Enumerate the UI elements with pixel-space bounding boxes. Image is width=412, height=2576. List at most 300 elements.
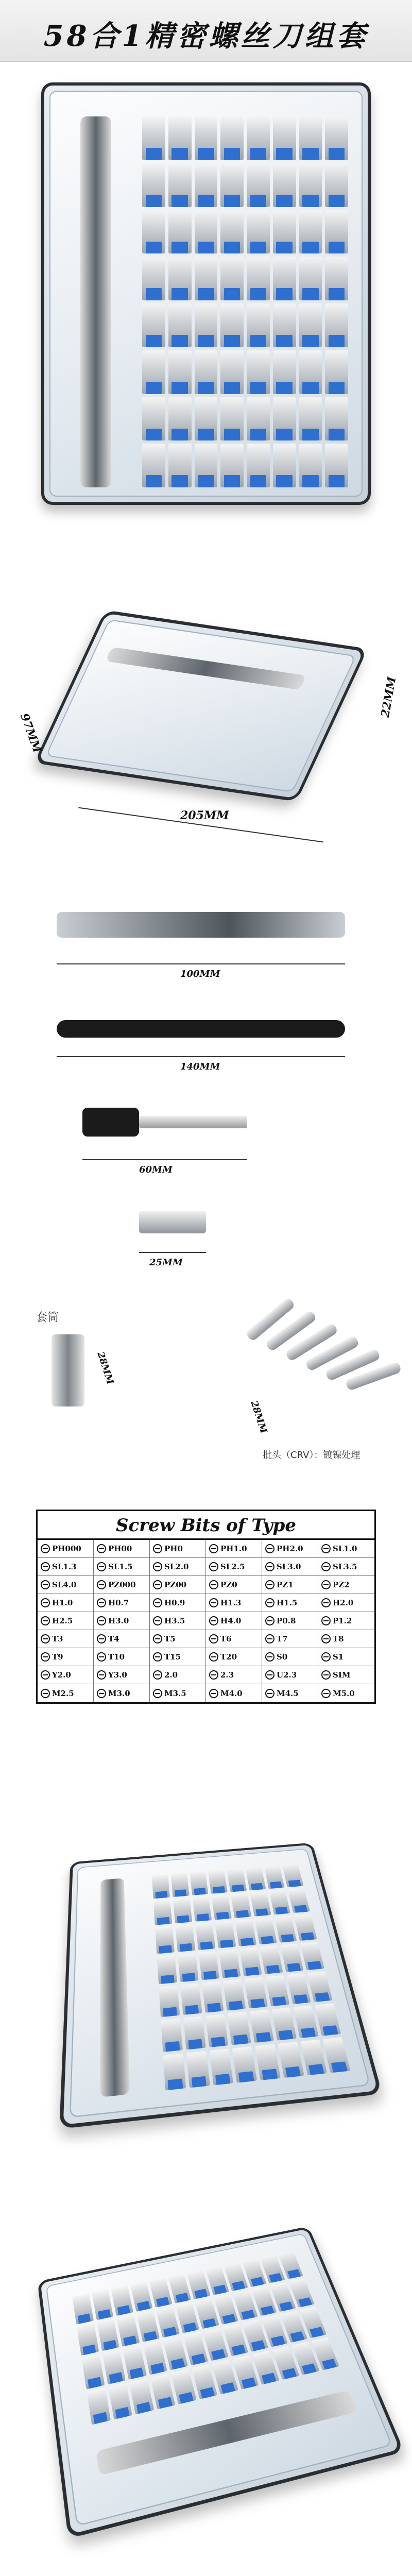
screw-bit [195, 257, 218, 300]
bit-type-label: T3 [52, 1634, 63, 1643]
width-dimension: 97MM [17, 711, 44, 755]
extension-rod-tool [139, 1116, 247, 1128]
bit-type-cell [38, 1594, 94, 1612]
bit-type-label: T4 [108, 1634, 119, 1643]
bit-type-cell [206, 1594, 262, 1612]
table-row [38, 1540, 374, 1558]
screw-bit [273, 163, 296, 207]
screw-bit [142, 163, 165, 207]
screw-bit [168, 350, 192, 394]
components-section [0, 891, 412, 1484]
screw-bit [195, 397, 218, 441]
bit-type-label: H0.7 [108, 1598, 129, 1607]
screw-bit [271, 2007, 297, 2041]
bit-material-note: 批头（CRV）：镀镍处理 [263, 1450, 360, 1461]
screw-bit [300, 2040, 327, 2075]
bit-type-cell [38, 1630, 94, 1648]
bit-symbol-icon [153, 1616, 162, 1625]
screw-bit [142, 116, 165, 160]
bit-type-cell [262, 1540, 318, 1557]
bit-type-label: H1.0 [52, 1598, 73, 1607]
screw-bit [195, 444, 218, 487]
bit-symbol-icon [41, 1616, 50, 1625]
screw-bit [150, 2374, 176, 2410]
screw-bit [142, 397, 165, 441]
screw-bit [220, 444, 244, 487]
bit-type-cell [262, 1630, 318, 1648]
bit-type-label: PZ0 [220, 1580, 237, 1589]
screw-bit [168, 116, 192, 160]
screw-bit [299, 397, 322, 441]
screw-bit [192, 1896, 212, 1922]
bit-type-label: T10 [108, 1652, 125, 1662]
screw-bit [325, 303, 348, 347]
bit-symbol-icon [41, 1562, 50, 1571]
screw-bit [220, 350, 244, 394]
bit-symbol-icon [265, 1616, 274, 1625]
screw-bit [111, 2285, 133, 2315]
screw-bit [173, 1898, 192, 1924]
bit-type-label: M3.5 [164, 1688, 186, 1698]
screw-bit [161, 2018, 183, 2052]
screw-bit [299, 210, 322, 254]
screw-bit [280, 1943, 304, 1972]
screw-bit [231, 1893, 251, 1918]
screw-bit [220, 116, 244, 160]
table-row [38, 1630, 374, 1648]
handle-length: 100MM [180, 969, 220, 979]
bit-symbol-icon [97, 1634, 106, 1643]
screw-bit [212, 1894, 232, 1920]
bit-symbol-icon [265, 1598, 274, 1607]
screw-bit [136, 2311, 160, 2343]
bit-type-cell [206, 1612, 262, 1630]
screw-bit [247, 350, 270, 394]
screw-bit [153, 1900, 172, 1925]
screw-bit [186, 2052, 210, 2088]
bit-type-cell [150, 1630, 206, 1648]
bit-type-cell [262, 1558, 318, 1575]
screw-bit [156, 2306, 180, 2337]
screw-bit [195, 116, 218, 160]
bit-type-cell [318, 1558, 374, 1575]
bit-type-label: P0.8 [277, 1616, 296, 1625]
bit-type-cell [206, 1630, 262, 1648]
screw-bit [155, 1926, 175, 1954]
bit-symbol-icon [97, 1652, 106, 1662]
bit-symbol-icon [209, 1562, 218, 1571]
bit-type-cell [318, 1612, 374, 1630]
bit-type-cell [38, 1576, 94, 1594]
screw-bit [195, 350, 218, 394]
bit-type-label: U2.3 [277, 1670, 297, 1680]
bit-type-label: 2.0 [164, 1670, 178, 1680]
screw-bit [163, 2336, 188, 2370]
screw-bit [159, 1986, 179, 2017]
bit-type-cell [94, 1648, 150, 1666]
bit-type-cell [94, 1558, 150, 1575]
socket-tool [52, 1334, 84, 1406]
screw-bit [273, 257, 296, 300]
closed-case-section [0, 567, 412, 876]
bit-symbol-icon [209, 1544, 218, 1553]
bit-type-label: T7 [277, 1634, 288, 1643]
screw-bit [142, 303, 165, 347]
screw-bit [142, 257, 165, 300]
bit-type-cell [94, 1684, 150, 1702]
screw-bit [143, 2341, 167, 2375]
bit-type-cell [262, 1576, 318, 1594]
bit-type-cell [206, 1684, 262, 1702]
bit-type-label: SL1.3 [52, 1562, 77, 1571]
bit-type-cell [262, 1594, 318, 1612]
bit-symbol-icon [321, 1598, 331, 1607]
screw-bit [157, 1955, 177, 1984]
screw-bit [72, 2294, 93, 2324]
bit-symbol-icon [321, 1634, 331, 1643]
bit-symbol-icon [321, 1616, 331, 1625]
bit-type-label: M4.5 [277, 1688, 299, 1698]
bit-symbol-icon [41, 1580, 50, 1589]
screw-bit [235, 1919, 256, 1946]
closed-case [34, 610, 368, 802]
table-row [38, 1594, 374, 1612]
bit-type-cell [206, 1558, 262, 1575]
screw-bit [325, 350, 348, 394]
table-row [38, 1576, 374, 1594]
bit-symbol-icon [265, 1562, 274, 1571]
screw-bit [92, 2290, 113, 2320]
screw-bit [97, 2319, 119, 2351]
handle-tool [57, 912, 345, 938]
screw-bit [198, 1951, 219, 1980]
bit-symbol-icon [41, 1670, 50, 1680]
screw-bit [273, 116, 296, 160]
bit-type-cell [206, 1540, 262, 1557]
screw-bit [299, 257, 322, 300]
screw-bit [239, 1947, 262, 1976]
bit-type-cell [318, 1594, 374, 1612]
bit-symbol-icon [153, 1598, 162, 1607]
screw-bit [247, 303, 270, 347]
bit-symbol-icon [321, 1689, 331, 1698]
bit-type-label: SL4.0 [52, 1580, 77, 1589]
bit-type-cell [94, 1612, 150, 1630]
screw-bit [249, 2010, 273, 2043]
bit-type-cell [38, 1666, 94, 1684]
screw-bit [170, 1873, 189, 1897]
screw-bit [250, 1891, 271, 1917]
bit-type-label: PH1.0 [220, 1544, 247, 1553]
bit-type-cell [262, 1612, 318, 1630]
bit-table-title: Screw Bits of Type [38, 1511, 374, 1540]
screw-bit [163, 2054, 186, 2090]
screw-bit [168, 210, 192, 254]
bit-symbol-icon [41, 1598, 50, 1607]
screw-bit [227, 1868, 247, 1892]
screw-bit [168, 303, 192, 347]
bit-type-label: PH0 [164, 1544, 183, 1553]
rod-dimension-line [82, 1159, 247, 1160]
bit-type-label: M2.5 [52, 1688, 74, 1698]
screw-bit [274, 1916, 297, 1942]
bit-type-cell [262, 1648, 318, 1666]
bit-type-label: P1.2 [333, 1616, 352, 1625]
title-banner [0, 0, 412, 62]
bit-grid [142, 116, 348, 487]
screw-bit [325, 444, 348, 487]
bit-symbol-icon [209, 1634, 218, 1643]
case-view-1 [59, 1843, 382, 2129]
bit-symbol-icon [209, 1670, 218, 1680]
bit-type-label: T5 [164, 1634, 176, 1643]
screw-bit [273, 444, 296, 487]
screw-bit [108, 2383, 132, 2419]
screw-bit [205, 2014, 229, 2048]
screw-bit [130, 2282, 152, 2312]
bit-type-label: H2.5 [52, 1616, 73, 1625]
screw-bit [168, 397, 192, 441]
bit-type-label: T6 [220, 1634, 232, 1643]
bit-type-cell [94, 1630, 150, 1648]
screw-bit [265, 1975, 289, 2006]
screw-bit [299, 303, 322, 347]
screw-bit [81, 2354, 104, 2389]
bit-type-cell [150, 1684, 206, 1702]
bit-symbol-icon [153, 1634, 162, 1643]
screw-bit [247, 210, 270, 254]
screw-bit [202, 1981, 224, 2013]
table-row [38, 1666, 374, 1684]
bit-symbol-icon [97, 1616, 106, 1625]
screw-bit [255, 2044, 280, 2080]
screw-bit [142, 350, 165, 394]
extension-shaft-tool [57, 1020, 345, 1038]
screw-bit [152, 1874, 170, 1899]
bit-symbol-icon [209, 1652, 218, 1662]
screw-bit [260, 1945, 283, 1974]
bit-type-label: H4.0 [220, 1616, 242, 1625]
screw-bit [232, 2046, 257, 2082]
height-dimension: 22MM [378, 675, 399, 719]
bit-type-cell [38, 1612, 94, 1630]
screw-bit [228, 2012, 251, 2045]
table-row [38, 1648, 374, 1666]
screw-bit [264, 1865, 284, 1889]
screw-bit [220, 210, 244, 254]
adapter-dimension-line [139, 1252, 206, 1253]
screw-bit [325, 397, 348, 441]
bit-length: 28MM [248, 1399, 269, 1435]
bit-type-label: SL1.0 [333, 1544, 357, 1553]
screw-bit [299, 444, 322, 487]
bit-type-cell [94, 1594, 150, 1612]
bit-type-label: SL3.0 [277, 1562, 301, 1571]
bit-symbol-icon [153, 1562, 162, 1571]
bit-symbol-icon [265, 1689, 274, 1698]
bit-type-cell [150, 1576, 206, 1594]
socket-label: 套筒 [36, 1311, 59, 1324]
screw-bit [293, 2005, 319, 2038]
screw-bit [117, 2315, 140, 2347]
page-title: 58合1精密螺丝刀组套 [43, 19, 369, 53]
bit-symbol-icon [209, 1580, 218, 1589]
screw-bit [325, 257, 348, 300]
bit-type-label: Y3.0 [108, 1670, 127, 1680]
screw-bit [269, 1890, 290, 1915]
bit-symbol-icon [97, 1562, 106, 1571]
bit-type-cell [318, 1630, 374, 1648]
bit-symbol-icon [265, 1580, 274, 1589]
bit-type-cell [318, 1648, 374, 1666]
bit-table-body [38, 1540, 374, 1702]
bit-type-cell [150, 1594, 206, 1612]
bit-type-label: H3.0 [108, 1616, 129, 1625]
handle-dimension-line [57, 963, 345, 964]
bit-grid [152, 1863, 351, 2090]
screw-bit [299, 163, 322, 207]
bit-symbol-icon [153, 1544, 162, 1553]
screw-bit [168, 257, 192, 300]
extension-rod-grip [82, 1108, 139, 1137]
bit-type-cell [150, 1612, 206, 1630]
screw-bit [190, 1871, 209, 1895]
screw-bit [273, 210, 296, 254]
bit-symbol-icon [265, 1670, 274, 1680]
screw-bit [220, 303, 244, 347]
screw-bit [220, 257, 244, 300]
table-row [38, 1558, 374, 1576]
bit-type-label: T8 [333, 1634, 344, 1643]
bit-symbol-icon [321, 1562, 331, 1571]
screw-bit [210, 2049, 234, 2086]
bit-types-section [0, 1499, 412, 1767]
screw-bit [168, 444, 192, 487]
bit-type-label: T9 [52, 1652, 63, 1662]
bit-type-cell [262, 1684, 318, 1702]
hero-product-image [0, 62, 412, 526]
bit-type-cell [38, 1648, 94, 1666]
bit-symbol-icon [41, 1634, 50, 1643]
bit-type-label: H3.5 [164, 1616, 185, 1625]
bit-type-label: SL3.5 [333, 1562, 357, 1571]
screw-bit [142, 210, 165, 254]
screw-bit [325, 210, 348, 254]
screw-bit [273, 350, 296, 394]
bit-type-label: M3.0 [108, 1688, 130, 1698]
screw-bit [273, 303, 296, 347]
screw-bit [195, 210, 218, 254]
bit-type-label: PZ000 [108, 1580, 136, 1589]
bit-type-cell [318, 1540, 374, 1557]
bit-symbol-icon [321, 1580, 331, 1589]
bit-type-label: PH000 [52, 1544, 81, 1553]
screw-bit [273, 397, 296, 441]
bit-type-label: PH2.0 [277, 1544, 303, 1553]
screw-bit [247, 397, 270, 441]
bit-type-label: PZ00 [164, 1580, 187, 1589]
screw-bit [129, 2378, 154, 2414]
bit-symbol-icon [97, 1598, 106, 1607]
bit-type-label: S1 [333, 1652, 344, 1662]
screw-bit [220, 397, 244, 441]
case-view-2 [38, 2226, 405, 2539]
bit-type-label: H0.9 [164, 1598, 185, 1607]
open-case [41, 82, 371, 505]
socket-length: 28MM [95, 1350, 116, 1386]
screw-bit [247, 444, 270, 487]
screw-bit [255, 1918, 277, 1944]
screw-bit [171, 2369, 196, 2404]
bit-symbol-icon [97, 1544, 106, 1553]
screw-bit [183, 2016, 205, 2050]
bit-type-cell [94, 1540, 150, 1557]
bit-type-cell [94, 1576, 150, 1594]
screw-bit [245, 1867, 265, 1890]
bit-symbol-icon [97, 1580, 106, 1589]
bit-symbol-icon [265, 1652, 274, 1662]
bit-symbol-icon [97, 1689, 106, 1698]
bit-types-table [36, 1510, 376, 1704]
bit-type-cell [150, 1540, 206, 1557]
bit-type-label: SL1.5 [108, 1562, 133, 1571]
bit-symbol-icon [321, 1652, 331, 1662]
bit-type-label: PZ2 [333, 1580, 350, 1589]
bit-type-cell [318, 1666, 374, 1684]
adapter-tool [139, 1211, 206, 1233]
screw-bit [247, 163, 270, 207]
table-row [38, 1684, 374, 1702]
screw-bit [178, 1953, 198, 1982]
screw-bit [325, 116, 348, 160]
bit-symbol-icon [153, 1670, 162, 1680]
bit-type-cell [38, 1684, 94, 1702]
screw-bit [299, 350, 322, 394]
bit-type-cell [262, 1666, 318, 1684]
bit-type-cell [318, 1576, 374, 1594]
bit-type-label: H1.3 [220, 1598, 242, 1607]
bit-type-cell [150, 1558, 206, 1575]
screw-bit [219, 1949, 241, 1978]
screw-bit [168, 163, 192, 207]
bit-symbol-icon [265, 1634, 274, 1643]
table-row [38, 1612, 374, 1630]
adapter-length: 25MM [149, 1257, 183, 1268]
bit-type-label: Y2.0 [52, 1670, 71, 1680]
bit-symbol-icon [97, 1670, 106, 1680]
screw-bit [208, 1870, 228, 1893]
bit-symbol-icon [41, 1544, 50, 1553]
bit-symbol-icon [265, 1544, 274, 1553]
bit-type-cell [94, 1666, 150, 1684]
bit-type-cell [206, 1666, 262, 1684]
bit-type-label: T20 [220, 1652, 237, 1662]
bit-symbol-icon [209, 1616, 218, 1625]
bit-type-cell [38, 1540, 94, 1557]
screw-bit [175, 1924, 195, 1952]
bit-type-label: SIM [333, 1670, 351, 1680]
screw-bit [247, 257, 270, 300]
shaft-dimension-line [57, 1056, 345, 1057]
bit-symbol-icon [153, 1580, 162, 1589]
bit-symbol-icon [321, 1544, 331, 1553]
case-lid [45, 619, 356, 792]
screw-bit [278, 2042, 304, 2078]
product-view-side [0, 2174, 412, 2566]
bit-type-label: H2.0 [333, 1598, 354, 1607]
bit-type-cell [150, 1648, 206, 1666]
bit-type-label: S0 [277, 1652, 288, 1662]
